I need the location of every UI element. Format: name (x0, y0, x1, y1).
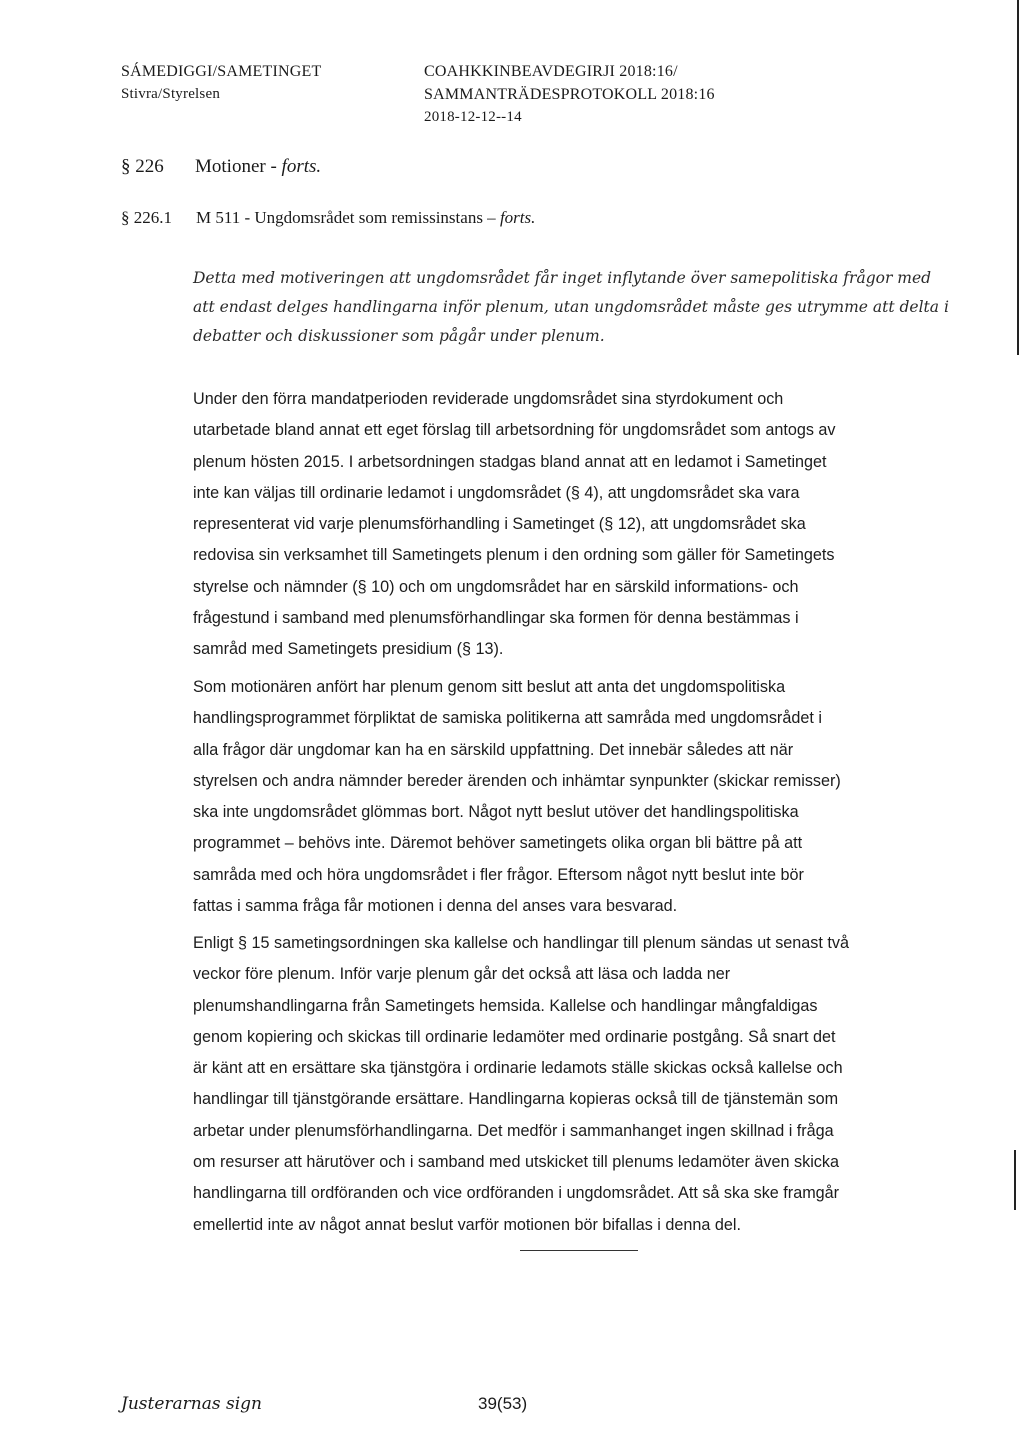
paragraph-line: arbetar under plenumsförhandlingarna. Det medför i sammanhanget ingen skillnad i fråga (193, 1121, 834, 1140)
section-heading (121, 156, 321, 178)
page-number: 39(53) (478, 1394, 528, 1413)
paragraph-line: handlingsprogrammet förpliktat de samiska politikerna att samråda med ungdomsrådet i (193, 709, 822, 728)
signature-label: Justerarnas sign (121, 1394, 262, 1414)
header-organization (121, 60, 391, 106)
header-document-info (424, 60, 844, 129)
paragraph-line: Under den förra mandatperioden reviderade ungdomsrådet sina styrdokument och (193, 390, 784, 408)
paragraph-line: genom kopiering och skickas till ordinarie ledamöter med ordinarie postgång. Så snart det (193, 1027, 836, 1046)
document-title-sami: COAHKKINBEAVDEGIRJI 2018:16/ (424, 63, 678, 80)
section-number: § 226 (121, 156, 164, 177)
paragraph-2 (193, 672, 963, 922)
document-title-swedish: SAMMANTRÄDESPROTOKOLL 2018:16 (424, 86, 715, 103)
quote-line: debatter och diskussioner som pågår under plenum. (193, 327, 605, 345)
scan-edge-line (1014, 1150, 1016, 1210)
organization-name: SÁMEDIGGI/SAMETINGET (121, 63, 322, 80)
section-title-suffix: forts. (281, 156, 322, 177)
paragraph-3 (193, 928, 963, 1241)
end-divider (520, 1250, 638, 1251)
paragraph-1 (193, 384, 963, 666)
paragraph-line: fattas i samma fråga får motionen i denna del anses vara besvarad. (193, 897, 678, 916)
department-name: Stivra/Styrelsen (121, 86, 221, 102)
section-title: Motioner - (195, 156, 282, 177)
paragraph-line: alla frågor där ungdomar kan ha en särskild uppfattning. Det innebär således att när (193, 740, 794, 759)
paragraph-line: är känt att en ersättare ska tjänstgöra i ordinarie ledamots ställe skickas också kallelse och (193, 1059, 843, 1078)
paragraph-line: inte kan väljas till ordinarie ledamot i ungdomsrådet (§ 4), att ungdomsrådet ska vara (193, 483, 800, 502)
paragraph-line: plenum hösten 2015. I arbetsordningen stadgas bland annat att en ledamot i Sametinget (193, 452, 827, 471)
paragraph-line: samråda med och höra ungdomsrådet i fler frågor. Eftersom något nytt beslut inte bör (193, 865, 804, 884)
subsection-title-suffix: forts. (499, 208, 536, 227)
paragraph-line: plenumshandlingarna från Sametingets hemsida. Kallelse och handlingar mångfaldigas (193, 996, 818, 1015)
paragraph-line: emellertid inte av något annat beslut varför motionen bör bifallas i denna del. (193, 1215, 742, 1234)
meeting-date: 2018-12-12--14 (424, 109, 522, 125)
subsection-title: M 511 - Ungdomsrådet som remissinstans – (196, 208, 500, 227)
paragraph-line: redovisa sin verksamhet till Sametingets plenum i den ordning som gäller för Sametingets (193, 546, 835, 565)
paragraph-line: handlingarna till ordföranden och vice ordföranden i ungdomsrådet. Att så ska ske framgår (193, 1184, 840, 1203)
paragraph-line: Som motionären anfört har plenum genom sitt beslut att anta det ungdomspolitiska (193, 678, 786, 696)
paragraph-line: ska inte ungdomsrådet glömmas bort. Något nytt beslut utöver det handlingspolitiska (193, 803, 799, 822)
paragraph-line: samråd med Sametingets presidium (§ 13). (193, 640, 504, 659)
quoted-motion-text (193, 264, 963, 351)
paragraph-line: handlingar till tjänstgörande ersättare. Handlingarna kopieras också till de tjänstemän som (193, 1090, 839, 1109)
scan-edge-line (1017, 0, 1019, 355)
quote-line: att endast delges handlingarna inför plenum, utan ungdomsrådet måste ges utrymme att delta i (193, 298, 949, 316)
paragraph-line: programmet – behövs inte. Däremot behöver sametingets olika organ bli bättre på att (193, 834, 803, 853)
subsection-heading (121, 208, 535, 228)
paragraph-line: utarbetade bland annat ett eget förslag till arbetsordning för ungdomsrådet som antogs av (193, 421, 836, 440)
paragraph-line: styrelse och nämnder (§ 10) och om ungdomsrådet har en särskild informations- och (193, 577, 799, 596)
paragraph-line: om resurser att härutöver och i samband med utskicket till plenums ledamöter även skicka (193, 1153, 839, 1172)
paragraph-line: representerat vid varje plenumsförhandling i Sametinget (§ 12), att ungdomsrådet ska (193, 515, 806, 534)
paragraph-line: frågestund i samband med plenumsförhandlingar ska formen för denna bestämmas i (193, 609, 799, 628)
paragraph-line: Enligt § 15 sametingsordningen ska kallelse och handlingar till plenum sändas ut senast två (193, 934, 849, 952)
subsection-number: § 226.1 (121, 208, 172, 227)
quote-line: Detta med motiveringen att ungdomsrådet får inget inflytande över samepolitiska frågor med (193, 269, 932, 287)
paragraph-line: styrelsen och andra nämnder bereder ärenden och inhämtar synpunkter (skickar remisser) (193, 771, 841, 790)
paragraph-line: veckor före plenum. Inför varje plenum går det också att läsa och ladda ner (193, 965, 731, 984)
